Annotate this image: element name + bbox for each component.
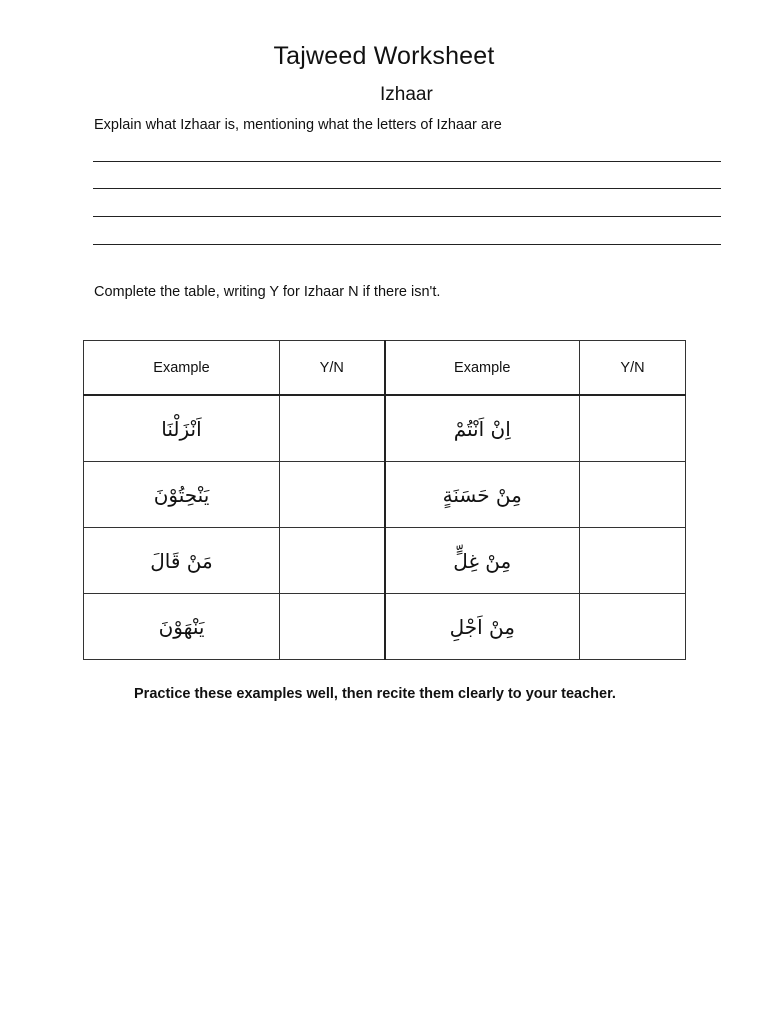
yn-answer-cell[interactable] <box>580 594 686 660</box>
table-instruction: Complete the table, writing Y for Izhaar N if there isn't. <box>94 284 441 300</box>
header-example-left: Example <box>84 341 280 396</box>
yn-answer-cell[interactable] <box>580 462 686 528</box>
table-row <box>84 594 686 660</box>
example-cell: اَنْزَلْنَا <box>84 395 280 462</box>
answer-line-2 <box>93 188 721 189</box>
yn-answer-cell[interactable] <box>280 594 385 660</box>
practice-note: Practice these examples well, then recite them clearly to your teacher. <box>134 686 616 702</box>
worksheet-subtitle: Izhaar <box>380 84 433 105</box>
example-cell: يَنْهَوْنَ <box>84 594 280 660</box>
table-row <box>84 528 686 594</box>
table-header-row <box>84 341 686 396</box>
header-yn-right: Y/N <box>580 341 686 396</box>
header-example-right: Example <box>385 341 580 396</box>
table-row <box>84 462 686 528</box>
answer-line-1 <box>93 161 721 162</box>
worksheet-title: Tajweed Worksheet <box>273 42 495 70</box>
izhaar-table <box>83 340 686 660</box>
yn-answer-cell[interactable] <box>280 462 385 528</box>
example-cell: مَنْ قَالَ <box>84 528 280 594</box>
table-row <box>84 395 686 462</box>
answer-line-4 <box>93 244 721 245</box>
yn-answer-cell[interactable] <box>580 528 686 594</box>
example-cell: مِنْ اَجْلِ <box>385 594 580 660</box>
yn-answer-cell[interactable] <box>280 528 385 594</box>
answer-line-3 <box>93 216 721 217</box>
yn-answer-cell[interactable] <box>280 395 385 462</box>
example-cell: مِنْ حَسَنَةٍ <box>385 462 580 528</box>
example-cell: يَنْحِتُوْنَ <box>84 462 280 528</box>
example-cell: مِنْ غِلٍّ <box>385 528 580 594</box>
header-yn-left: Y/N <box>280 341 385 396</box>
example-cell: اِنْ اَنْتُمْ <box>385 395 580 462</box>
explain-instruction: Explain what Izhaar is, mentioning what the letters of Izhaar are <box>94 117 502 133</box>
yn-answer-cell[interactable] <box>580 395 686 462</box>
